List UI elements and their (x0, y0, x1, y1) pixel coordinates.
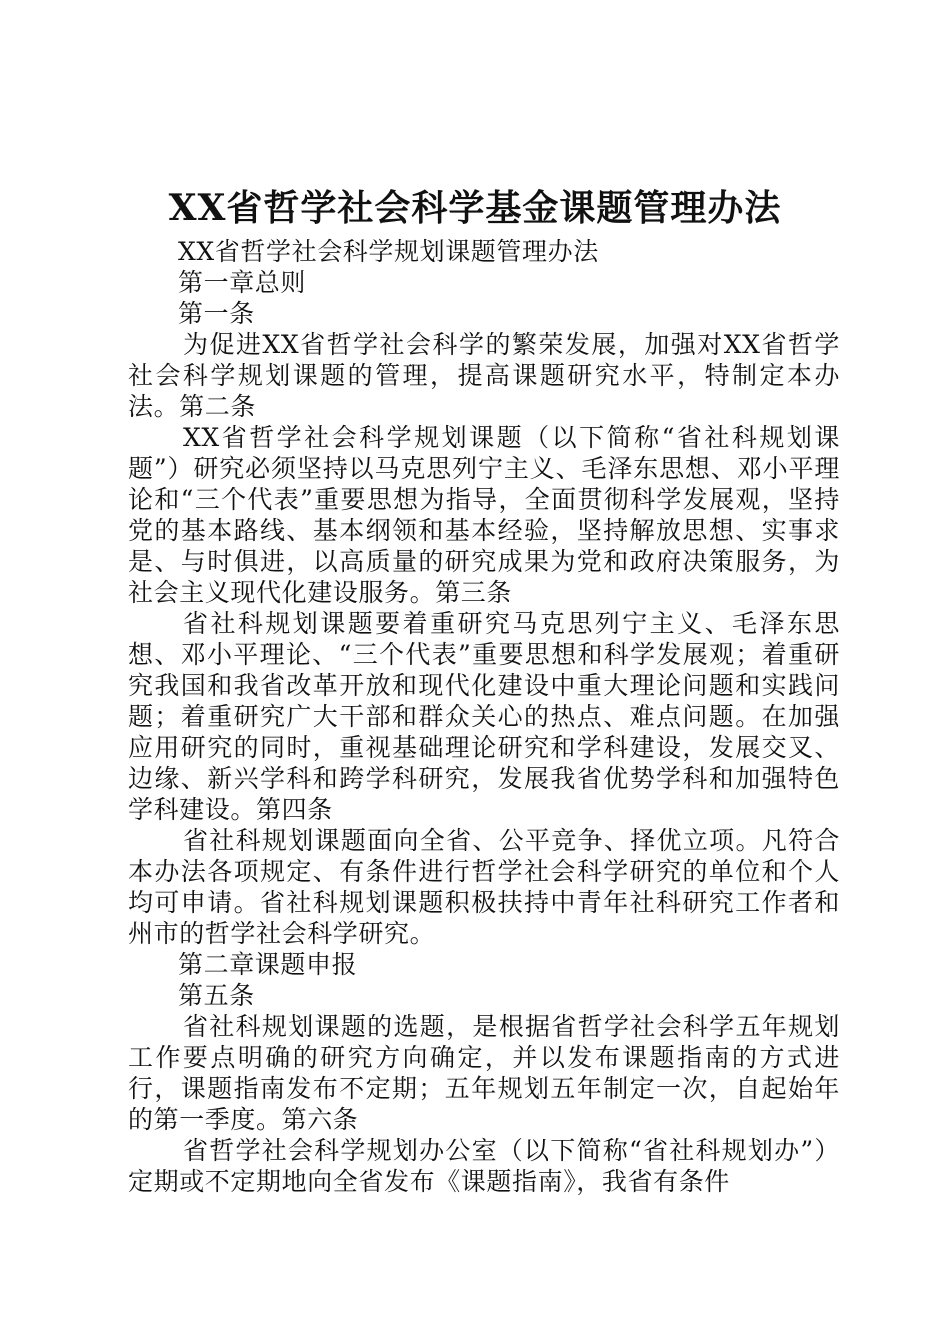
paragraph-4: 省社科规划课题面向全省、公平竞争、择优立项。凡符合本办法各项规定、有条件进行哲学社会科学研究的单位和个人均可申请。省社科规划课题积极扶持中青年社科研究工作者和州市的哲学社会科学研究。 (128, 826, 840, 948)
paragraph-3: 省社科规划课题要着重研究马克思列宁主义、毛泽东思想、邓小平理论、“三个代表”重要思想和科学发展观；着重研究我国和我省改革开放和现代化建设中重大理论问题和实践问题；着重研究广大干部和群众关心的热点、难点问题。在加强应用研究的同时，重视基础理论研究和学科建设，发展交叉、边缘、新兴学科和跨学科研究，发展我省优势学科和加强特色学科建设。第四条 (128, 609, 840, 824)
paragraph-1: 为促进XX省哲学社会科学的繁荣发展，加强对XX省哲学社会科学规划课题的管理，提高课题研究水平，特制定本办法。第二条 (128, 330, 840, 421)
document-body (128, 236, 840, 1197)
chapter-heading-1: 第一章总则 (178, 268, 307, 297)
chapter-heading-2: 第二章课题申报 (178, 950, 358, 979)
document-subtitle: XX省哲学社会科学规划课题管理办法 (178, 237, 599, 266)
document-title: XX省哲学社会科学基金课题管理办法 (168, 187, 782, 229)
paragraph-2: XX省哲学社会科学规划课题（以下简称“省社科规划课题”）研究必须坚持以马克思列宁主义、毛泽东思想、邓小平理论和“三个代表”重要思想为指导，全面贯彻科学发展观，坚持党的基本路线、基本纲领和基本经验，坚持解放思想、实事求是、与时俱进，以高质量的研究成果为党和政府决策服务，为社会主义现代化建设服务。第三条 (128, 423, 840, 607)
article-heading-5: 第五条 (178, 981, 255, 1010)
paragraph-5: 省社科规划课题的选题，是根据省哲学社会科学五年规划工作要点明确的研究方向确定，并以发布课题指南的方式进行，课题指南发布不定期；五年规划五年制定一次，自起始年的第一季度。第六条 (128, 1012, 840, 1134)
paragraph-6: 省哲学社会科学规划办公室（以下简称“省社科规划办”）定期或不定期地向全省发布《课题指南》，我省有条件 (128, 1136, 840, 1196)
article-heading-1: 第一条 (178, 299, 255, 328)
